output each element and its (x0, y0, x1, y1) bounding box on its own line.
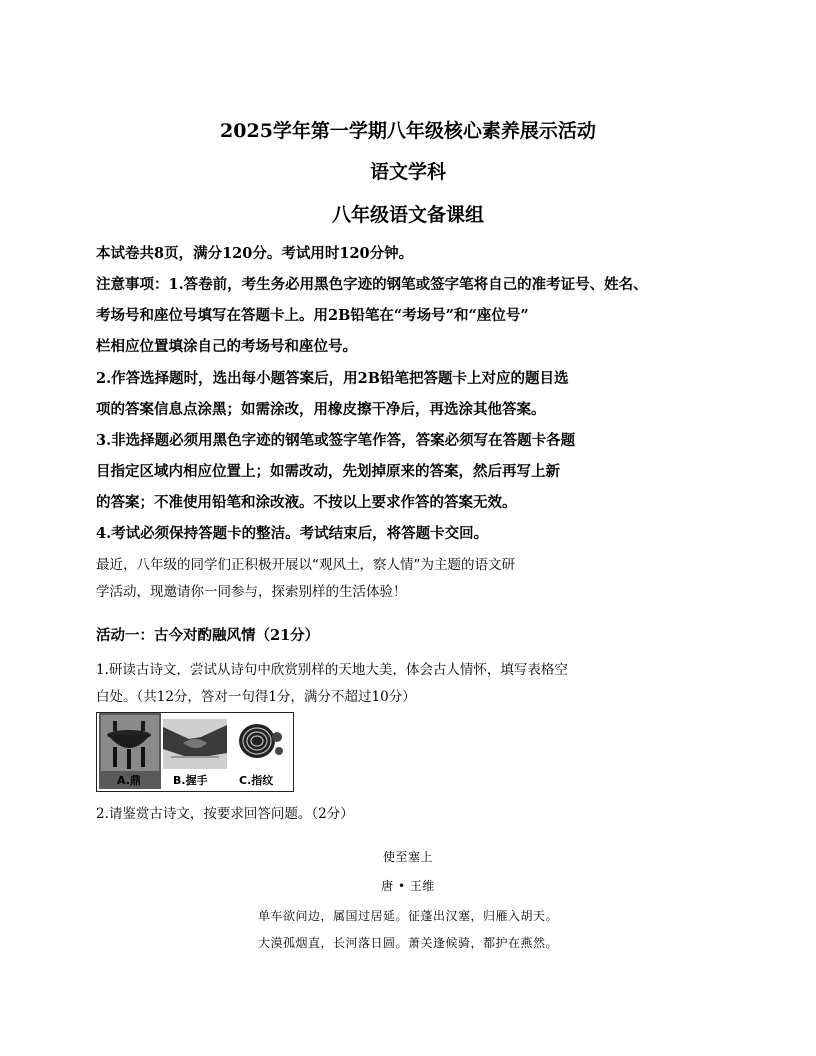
notice-line: 考场号和座位号填写在答题卡上。用2B铅笔在“考场号”和“座位号” (96, 307, 529, 324)
notice-line: 3.非选择题必须用黑色字迹的钢笔或签字笔作答，答案必须写在答题卡各题 (96, 432, 576, 449)
poem-author: 唐 • 王维 (381, 879, 435, 893)
handshake-image (163, 713, 227, 791)
group-title: 八年级语文备课组 (331, 204, 484, 226)
notice-line: 2.作答选择题时，选出每小题答案后，用2B铅笔把答题卡上对应的题目选 (96, 370, 569, 387)
caption-c: C.指纹 (239, 774, 274, 787)
question-2: 2.请鉴赏古诗文，按要求回答问题。（2分） (96, 806, 354, 822)
exam-title: 2025学年第一学期八年级核心素养展示活动 (220, 120, 596, 142)
notice-line: 的答案；不准使用铅笔和涂改液。不按以上要求作答的答案无效。 (96, 494, 517, 511)
activity-heading: 活动一：古今对酌融风情（21分） (96, 627, 320, 644)
notice-line: 项的答案信息点涂黑；如需涂改，用橡皮擦干净后，再选涂其他答案。 (96, 401, 546, 418)
notice-line: 目指定区域内相应位置上；如需改动，先划掉原来的答案，然后再写上新 (96, 463, 560, 480)
notice-intro: 本试卷共8页，满分120分。考试用时120分钟。 (96, 245, 414, 262)
caption-b: B.握手 (173, 774, 208, 787)
question-1: 1.研读古诗文，尝试从诗句中欣赏别样的天地大美，体会古人情怀，填写表格空 (96, 662, 568, 678)
lead-text: 最近，八年级的同学们正积极开展以“观风土，察人情”为主题的语文研 (96, 557, 515, 573)
subject-title: 语文学科 (369, 161, 446, 183)
fingerprint-image (229, 713, 291, 791)
ding-image (99, 713, 161, 791)
question-1-cont: 白处。（共12分，答对一句得1分，满分不超过10分） (96, 689, 416, 705)
notice-line: 4.考试必须保持答题卡的整洁。考试结束后，将答题卡交回。 (96, 525, 489, 542)
caption-a: A.鼎 (117, 774, 141, 787)
poem-title: 使至塞上 (382, 850, 433, 864)
poem-line: 大漠孤烟直，长河落日圆。萧关逢候骑，都护在燕然。 (257, 936, 558, 950)
notice-line: 注意事项：1.答卷前，考生务必用黑色字迹的钢笔或签字笔将自己的准考证号、姓名、 (96, 276, 648, 293)
artifact-figure (96, 712, 294, 792)
poem-line: 单车欲问边，属国过居延。征蓬出汉塞，归雁入胡天。 (257, 909, 558, 923)
notice-line: 栏相应位置填涂自己的考场号和座位号。 (96, 338, 357, 355)
lead-text: 学活动，现邀请你一同参与，探索别样的生活体验！ (96, 584, 407, 600)
